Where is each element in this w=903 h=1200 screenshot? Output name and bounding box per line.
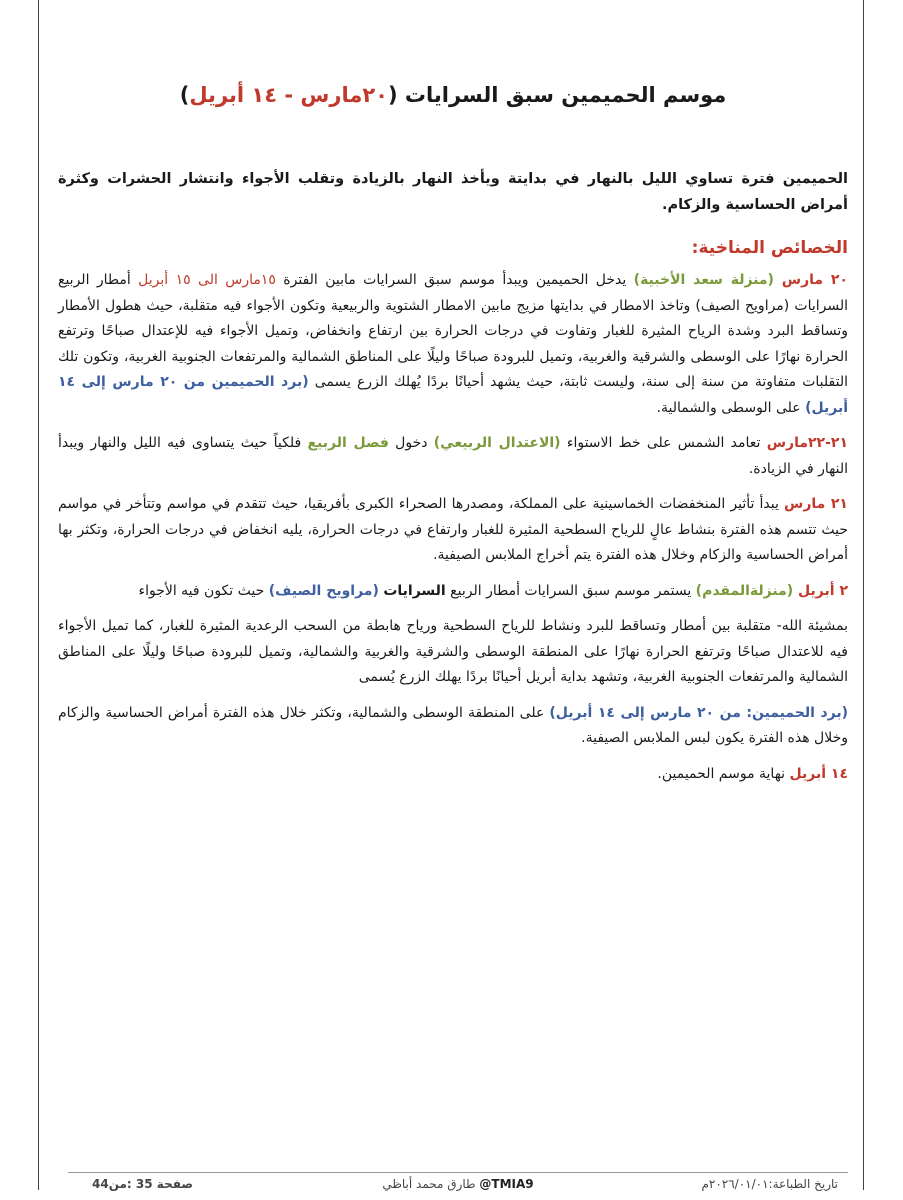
sarayat-label: السرايات	[383, 582, 446, 599]
author-name: طارق محمد أباظي	[382, 1177, 476, 1191]
paragraph-april-14	[58, 762, 848, 788]
paragraph-cold-period	[58, 701, 848, 752]
p2-text-3: فلكياً حيث يتساوى فيه الليل والنهار ويبدأ النهار في الزيادة.	[58, 435, 848, 477]
p6-text-1: على المنطقة الوسطى والشمالية، وتكثر خلال هذه الفترة أمراض الحساسية والزكام وخلال هذه الفترة يكون لبس الملابس الصيفية.	[58, 704, 848, 746]
house-almuqaddam: (منزلةالمقدم)	[695, 582, 799, 599]
date-april-14: ١٤ أبريل	[789, 765, 848, 782]
equinox-label: (الاعتدال الربيعي)	[433, 435, 561, 451]
author-handle: @TMIA9	[479, 1177, 534, 1191]
page-footer	[68, 1172, 848, 1195]
p1-text-2: أمطار الربيع السرايات (مراويح الصيف) وتاخذ الامطار في بدايتها مزيج مابين الامطار الشتوية والربيعية وتكون الأجواء فيه متقلبة، حيث هطول الأمطار وتساقط البرد وشدة الرياح المثيرة للغبار وتفاوت في درجات الحرارة بين ارتفاع وانخفاض، وتميل الأجواء فيه للإعتدال صباحًا وترتفع الحرارة نهارًا على الوسطى والشرقية والغربية، وتميل للبرودة صباحًا وليلًا على المناطق الشمالية والمرتفعات الجنوبية الغربية، وتكون تلك التقلبات متفاوتة من سنة إلى سنة، وليست ثابتة، حيث يشهد أحيانًا بردًا يُهلك الزرع يسمى	[58, 272, 848, 390]
p4-text-3: حيث تكون فيه الأجواء	[138, 582, 269, 599]
date-april-2: ٢ أبريل	[798, 582, 848, 599]
p2-text-1: تعامد الشمس على خط الاستواء	[560, 435, 767, 451]
spring-season-label: فصل الربيع	[307, 435, 389, 451]
p1-text-3: على الوسطى والشمالية.	[656, 399, 806, 416]
paragraph-march-21	[58, 492, 848, 569]
page-title	[58, 78, 848, 112]
title-date-range: ٢٠مارس - ١٤ أبريل	[189, 83, 388, 107]
intro-paragraph: الحميمين فترة تساوي الليل بالنهار في بدايتة ويأخذ النهار بالزيادة وتقلب الأجواء وانتشار الحشرات وكثرة أمراض الحساسية والزكام.	[58, 171, 848, 213]
paragraph-april-weather: بمشيئة الله- متقلبة بين أمطار وتساقط للبرد ونشاط للرياح السطحية ورياح هابطة من السحب الرعدية المثيرة للغبار، كما تميل الأجواء فيه للاعتدال صباحًا وترتفع الحرارة نهارًا على المنطقة الوسطى والشرقية والغربية والشمالية، وتميل للبرودة صباحًا وليلًا على المناطق الشمالية والمرتفعات الجنوبية الغربية، وتشهد بداية أبريل أحيانًا بردًا يهلك الزرع يُسمى	[58, 618, 848, 685]
date-march-21: ٢١ مارس	[784, 496, 848, 512]
paragraph-march-21-22	[58, 431, 848, 482]
p2-text-2: دخول	[388, 435, 434, 451]
house-saad-alakhbia: (منزلة سعد الأخبية)	[633, 272, 782, 288]
title-close: )	[179, 83, 190, 107]
page-border-right	[863, 0, 864, 1190]
p3-text-1: يبدأ تأثير المنخفضات الخماسينية على المملكة، ومصدرها الصحراء الكبرى بأفريقيا، حيث تتقدم في مواسم وتتأخر في مواسم حيث تتسم هذه الفترة بنشاط عالٍ للرياح السطحية المثيرة للغبار وارتفاع في درجات الحرارة، يليه انخفاض في درجات الحرارة، وتكثر بها أمراض الحساسية والزكام وخلال هذه الفترة يتم أخراج الملابس الصيفية.	[58, 496, 848, 563]
paragraph-march-20	[58, 268, 848, 421]
document-page	[58, 78, 848, 797]
p1-cold-label: (برد الحميمين من ٢٠ مارس إلى ١٤ أبريل)	[58, 374, 848, 416]
title-text: موسم الحميمين سبق السرايات (	[387, 83, 727, 107]
date-march-20: ٢٠ مارس	[781, 272, 848, 288]
marawih-label: (مراويح الصيف)	[268, 582, 379, 599]
date-march-21-22: ٢١-٢٢مارس	[766, 435, 849, 451]
p1-text-1: يدخل الحميمين ويبدأ موسم سبق السرايات مابين الفترة	[275, 272, 634, 288]
p4-text-1: يستمر موسم سبق السرايات أمطار الربيع	[445, 582, 696, 599]
paragraph-april-2	[58, 579, 848, 605]
p1-range: ١٥مارس الى ١٥ أبريل	[138, 272, 276, 288]
p7-text-1: نهاية موسم الحميمين.	[657, 765, 790, 782]
p6-cold-label: (برد الحميمين: من ٢٠ مارس إلى ١٤ أبريل)	[549, 704, 848, 721]
page-number: صفحة 35 :من44	[92, 1177, 193, 1191]
climate-heading: الخصائص المناخية:	[691, 238, 848, 258]
page-border-left	[38, 0, 39, 1190]
print-date: تاريخ الطباعة:٢٠٢٦/٠١/٠١م	[701, 1177, 838, 1191]
